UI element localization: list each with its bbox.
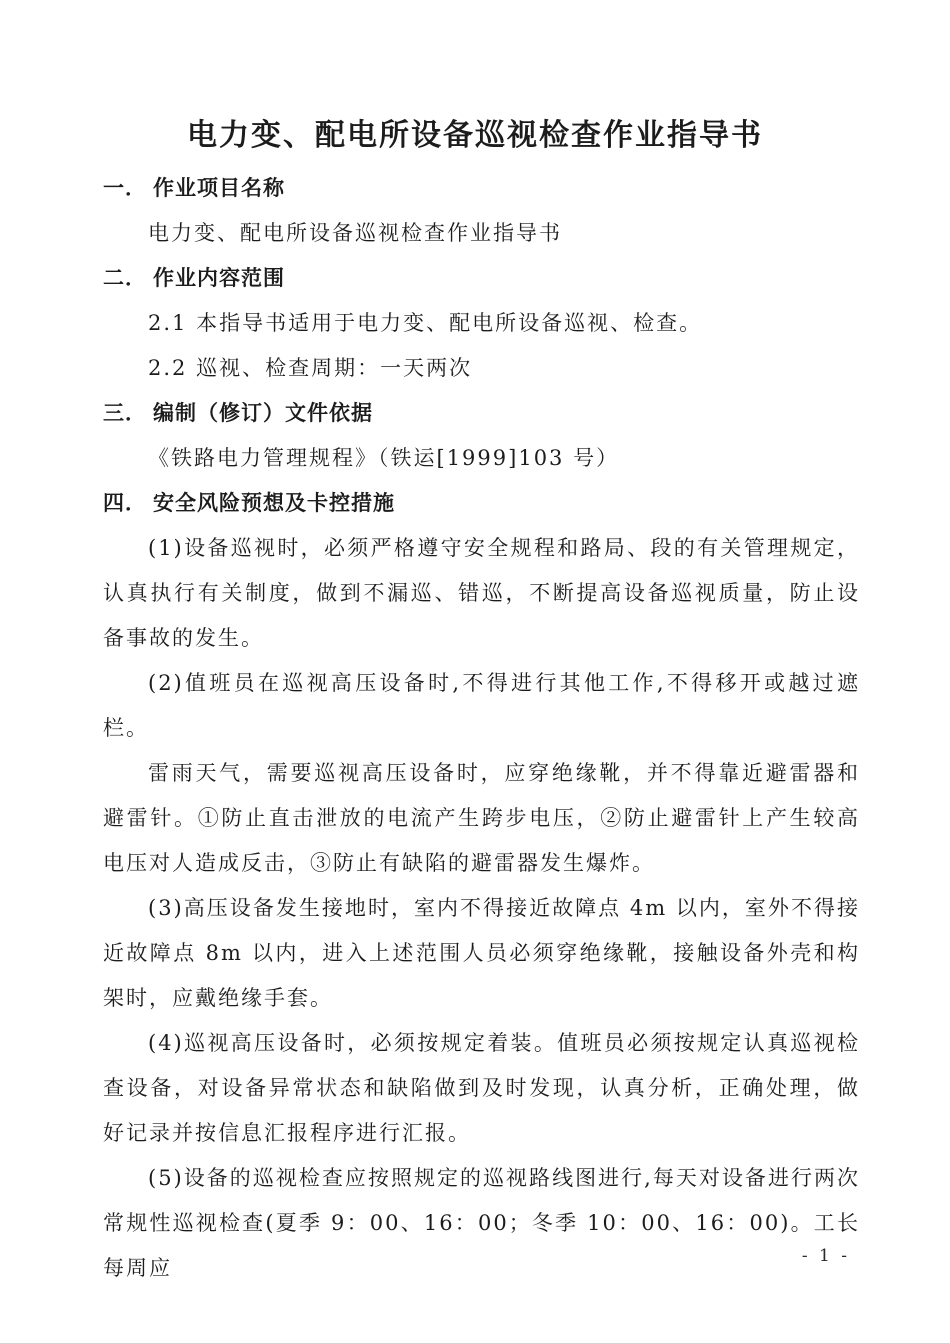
section-heading-2 (103, 256, 860, 301)
section-heading-text: 编制（修订）文件依据 (153, 401, 373, 425)
paragraph: 2.2 巡视、检查周期：一天两次 (148, 356, 473, 380)
paragraph: (3)高压设备发生接地时，室内不得接近故障点 4m 以内，室外不得接近故障点 8m 以内，进入上述范围人员必须穿绝缘靴，接触设备外壳和构架时，应戴绝缘手套。 (103, 896, 860, 1010)
paragraph: (2)值班员在巡视高压设备时,不得进行其他工作,不得移开或越过遮栏。 (103, 671, 860, 740)
section-number: 三． (103, 401, 147, 425)
paragraph: (4)巡视高压设备时，必须按规定着装。值班员必须按规定认真巡视检查设备，对设备异常状态和缺陷做到及时发现，认真分析，正确处理，做好记录并按信息汇报程序进行汇报。 (103, 1031, 860, 1145)
section-heading-text: 安全风险预想及卡控措施 (153, 491, 395, 515)
section-heading-3 (103, 391, 860, 436)
section-number: 二． (103, 266, 147, 290)
section-heading-text: 作业项目名称 (153, 176, 285, 200)
document-title: 电力变、配电所设备巡视检查作业指导书 (187, 118, 763, 153)
paragraph: 电力变、配电所设备巡视检查作业指导书 (148, 221, 562, 245)
page-number: - 1 - (801, 1246, 850, 1266)
paragraph: (1)设备巡视时，必须严格遵守安全规程和路局、段的有关管理规定，认真执行有关制度，做到不漏巡、错巡，不断提高设备巡视质量，防止设备事故的发生。 (103, 536, 860, 650)
paragraph: 雷雨天气，需要巡视高压设备时，应穿绝缘靴，并不得靠近避雷器和避雷针。①防止直击泄放的电流产生跨步电压，②防止避雷针上产生较高电压对人造成反击，③防止有缺陷的避雷器发生爆炸。 (103, 761, 860, 875)
paragraph: (5)设备的巡视检查应按照规定的巡视路线图进行,每天对设备进行两次常规性巡视检查(夏季 9：00、16：00；冬季 10：00、16：00)。工长每周应 (103, 1166, 860, 1280)
section-heading-text: 作业内容范围 (153, 266, 285, 290)
section-number: 一． (103, 176, 147, 200)
section-heading-1 (103, 166, 860, 211)
section-heading-4 (103, 481, 860, 526)
document-body (103, 166, 860, 1291)
paragraph: 2.1 本指导书适用于电力变、配电所设备巡视、检查。 (148, 311, 703, 335)
paragraph: 《铁路电力管理规程》（铁运[1999]103 号） (148, 446, 620, 470)
section-number: 四． (103, 491, 147, 515)
